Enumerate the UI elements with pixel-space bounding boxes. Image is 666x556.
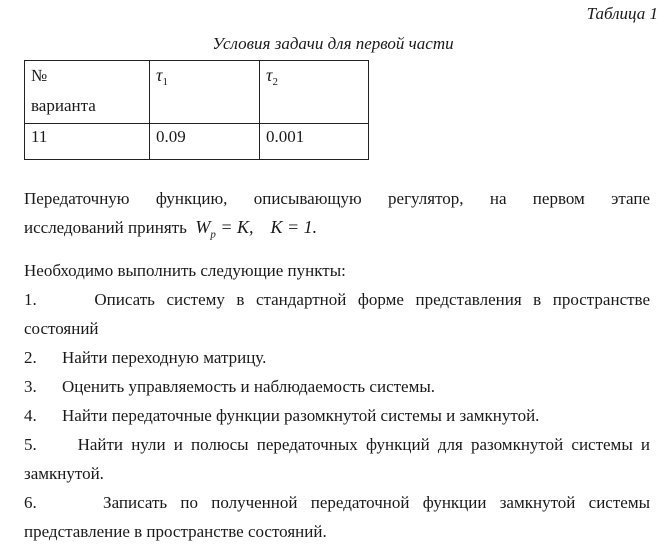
list-item-text: Найти передаточные функции разомкнутой системы и замкнутой.: [62, 405, 540, 425]
cell-variant: 11: [25, 124, 150, 160]
header-tau2: [260, 61, 369, 124]
tau2-symbol: τ: [266, 65, 273, 85]
list-item: [24, 430, 650, 488]
cell-tau1: 0.09: [150, 124, 260, 160]
header-number-sign: №: [31, 66, 48, 85]
body-text: [24, 184, 650, 546]
header-variant-label: варианта: [31, 96, 96, 115]
formula-w: W: [195, 217, 211, 237]
instructions-intro: Необходимо выполнить следующие пункты:: [24, 260, 346, 280]
tau2-subscript: 2: [272, 76, 278, 88]
list-item: [24, 343, 650, 372]
list-item-line1: Найти нули и полюсы передаточных функций для разомкнутой системы и: [77, 434, 650, 454]
list-item-line1: Записать по полученной передаточной функции замкнутой системы: [103, 492, 650, 512]
list-item-line2: замкнутой.: [24, 463, 104, 483]
cell-tau2: 0.001: [260, 124, 369, 160]
regulator-paragraph-line1: Передаточную функцию, описывающую регулятор, на первом этапе: [24, 189, 650, 208]
list-item-line1: Описать систему в стандартной форме представления в пространстве: [94, 289, 651, 309]
list-item-text: Найти переходную матрицу.: [62, 347, 267, 367]
regulator-paragraph: [24, 184, 650, 250]
list-item: [24, 285, 650, 343]
formula-k-value: K = 1.: [270, 217, 318, 237]
header-variant: [25, 61, 150, 124]
list-item-number: 6.: [24, 492, 37, 512]
formula-subscript: p: [210, 228, 216, 241]
task-conditions-table: [24, 60, 369, 160]
formula-wp: [195, 217, 254, 241]
table-row: [25, 124, 369, 160]
list-item-number: 5.: [24, 434, 37, 454]
list-item-number: 3.: [24, 376, 37, 396]
tau1-symbol: τ: [156, 65, 163, 85]
table-header-row: [25, 61, 369, 124]
header-tau1: [150, 61, 260, 124]
list-item: [24, 372, 650, 401]
list-item-line2: представление в пространстве состояний.: [24, 521, 327, 541]
tau1-subscript: 1: [162, 76, 168, 88]
list-item: [24, 488, 650, 546]
list-item-number: 1.: [24, 289, 37, 309]
list-item-number: 4.: [24, 405, 37, 425]
regulator-paragraph-line2: исследований принять: [24, 218, 187, 237]
list-item-number: 2.: [24, 347, 37, 367]
list-item-text: Оценить управляемость и наблюдаемость системы.: [62, 376, 436, 396]
formula-equals-k: = K,: [215, 217, 254, 237]
list-item: [24, 401, 650, 430]
list-item-line2: состояний: [24, 318, 99, 338]
table-caption: Условия задачи для первой части: [212, 34, 454, 53]
table-number-label: Таблица 1: [586, 4, 658, 23]
